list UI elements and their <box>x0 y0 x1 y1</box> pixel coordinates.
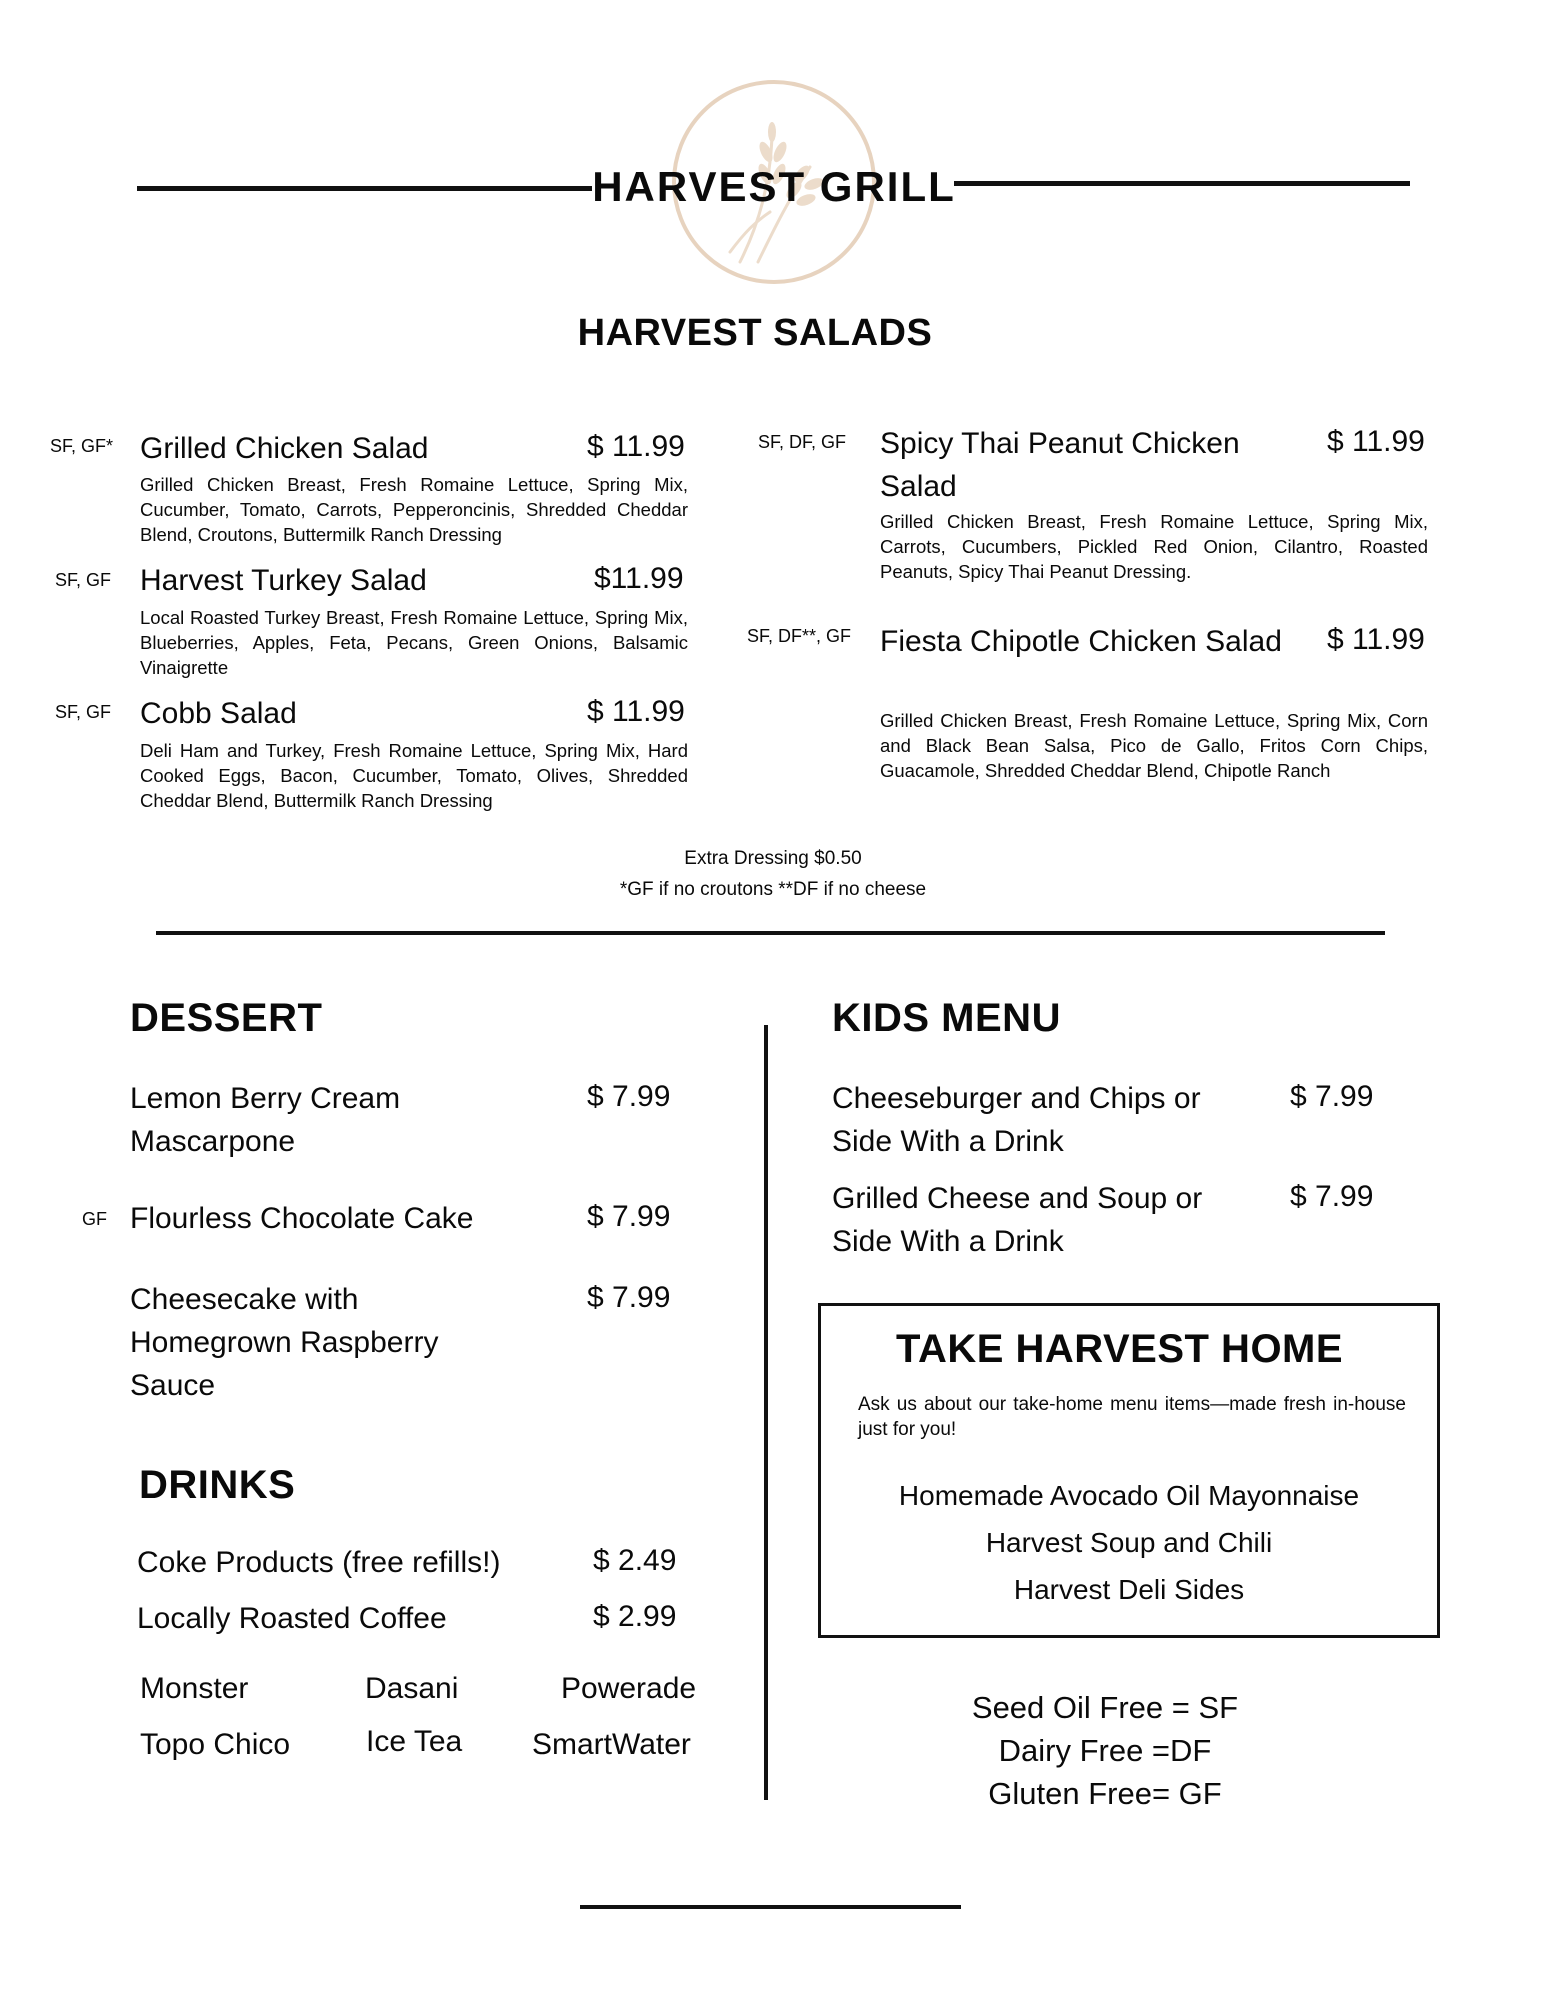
take-home-item: Harvest Soup and Chili <box>985 1527 1273 1558</box>
item-price: $ 7.99 <box>587 1080 671 1113</box>
salads-footnote: *GF if no croutons **DF if no cheese <box>619 879 927 900</box>
item-price: $11.99 <box>594 562 684 595</box>
item-price: $ 11.99 <box>587 695 685 728</box>
item-name: Spicy Thai Peanut Chicken Salad <box>880 427 1240 503</box>
diet-tags: SF, GF <box>55 702 112 722</box>
diet-tags: SF, DF, GF <box>758 432 847 452</box>
item-name: Fiesta Chipotle Chicken Salad <box>880 625 1282 658</box>
brand-name: HARVEST GRILL <box>592 163 956 210</box>
dessert-title: DESSERT <box>130 996 323 1040</box>
item-price: $ 11.99 <box>1327 425 1425 458</box>
item-price: $ 11.99 <box>587 430 685 463</box>
footer-rule <box>580 1905 961 1909</box>
take-home-item: Harvest Deli Sides <box>1013 1574 1245 1605</box>
item-description: Grilled Chicken Breast, Fresh Romaine Lettuce, Spring Mix, Corn and Black Bean Salsa, Pico de Gallo, Fritos Corn Chips, Guacamole, Shredded Cheddar Blend, Chipotle Ranch <box>880 710 1428 781</box>
item-price: $ 7.99 <box>587 1200 671 1233</box>
item-description: Deli Ham and Turkey, Fresh Romaine Lettuce, Spring Mix, Hard Cooked Eggs, Bacon, Cucumber, Tomato, Olives, Shredded Cheddar Blend, Buttermilk Ranch Dressing <box>140 740 688 811</box>
drink-option: Dasani <box>365 1672 459 1705</box>
item-description: Local Roasted Turkey Breast, Fresh Romaine Lettuce, Spring Mix, Blueberries, Apples, Feta, Pecans, Green Onions, Balsamic Vinaigrette <box>140 607 688 678</box>
item-name: Grilled Cheese and Soup or Side With a Drink <box>832 1182 1203 1258</box>
drink-option: Monster <box>140 1672 249 1705</box>
diet-tags: SF, DF**, GF <box>747 626 852 646</box>
item-name: Locally Roasted Coffee <box>137 1602 447 1635</box>
item-name: Cobb Salad <box>140 697 297 730</box>
kids-title: KIDS MENU <box>832 996 1061 1040</box>
item-price: $ 2.99 <box>593 1600 677 1633</box>
drink-option: Powerade <box>561 1672 697 1705</box>
item-name: Cheesecake with Homegrown Raspberry Sauce <box>130 1283 439 1402</box>
item-price: $ 2.49 <box>593 1544 677 1577</box>
drink-option: Ice Tea <box>366 1725 463 1758</box>
item-name: Grilled Chicken Salad <box>140 432 429 465</box>
legend-item: Dairy Free =DF <box>998 1733 1212 1768</box>
item-name: Coke Products (free refills!) <box>137 1546 501 1579</box>
header-rule-left <box>137 186 592 191</box>
item-name: Flourless Chocolate Cake <box>130 1202 474 1235</box>
take-home-intro: Ask us about our take-home menu items—made fresh in-house just for you! <box>858 1394 1406 1440</box>
section-divider <box>156 931 1385 935</box>
item-price: $ 7.99 <box>587 1281 671 1314</box>
legend-item: Seed Oil Free = SF <box>971 1690 1239 1725</box>
extra-dressing-note: Extra Dressing $0.50 <box>684 848 862 869</box>
drinks-title: DRINKS <box>139 1463 296 1507</box>
column-divider <box>764 1025 768 1800</box>
take-home-title: TAKE HARVEST HOME <box>896 1327 1344 1371</box>
item-name: Cheeseburger and Chips or Side With a Drink <box>832 1082 1201 1158</box>
diet-tags: SF, GF <box>55 570 112 590</box>
item-price: $ 11.99 <box>1327 623 1425 656</box>
legend-item: Gluten Free= GF <box>988 1776 1222 1811</box>
salads-title: HARVEST SALADS <box>577 312 933 354</box>
item-description: Grilled Chicken Breast, Fresh Romaine Lettuce, Spring Mix, Carrots, Cucumbers, Pickled Red Onion, Cilantro, Roasted Peanuts, Spicy Thai Peanut Dressing. <box>880 511 1428 582</box>
item-price: $ 7.99 <box>1290 1180 1374 1213</box>
drink-option: Topo Chico <box>140 1728 291 1761</box>
item-description: Grilled Chicken Breast, Fresh Romaine Lettuce, Spring Mix, Cucumber, Tomato, Carrots, Pepperoncinis, Shredded Cheddar Blend, Croutons, Buttermilk Ranch Dressing <box>140 474 688 545</box>
diet-tags: GF <box>82 1209 107 1229</box>
drink-option: SmartWater <box>532 1728 691 1761</box>
take-home-item: Homemade Avocado Oil Mayonnaise <box>898 1480 1360 1511</box>
item-name: Harvest Turkey Salad <box>140 564 427 597</box>
item-name: Lemon Berry Cream Mascarpone <box>130 1082 401 1158</box>
header-rule-right <box>954 181 1410 186</box>
diet-tags: SF, GF* <box>50 436 114 456</box>
item-price: $ 7.99 <box>1290 1080 1374 1113</box>
